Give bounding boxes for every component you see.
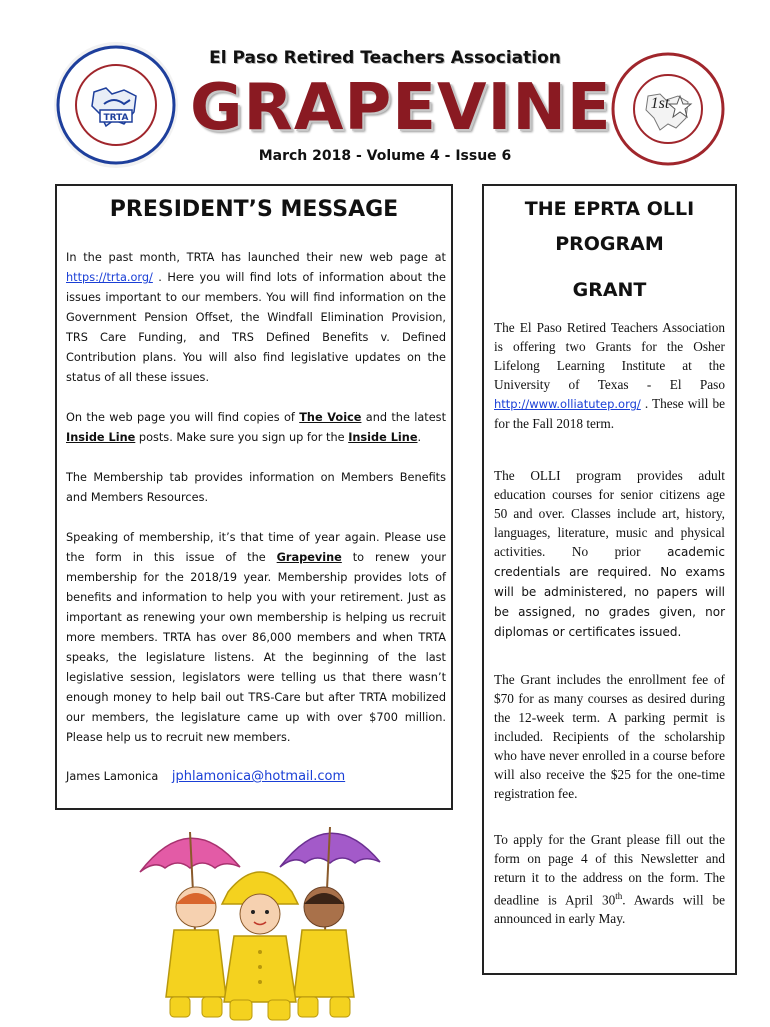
kids-with-umbrellas-illustration [130, 812, 390, 1022]
trta-link[interactable]: https://trta.org/ [66, 271, 153, 284]
the-voice-title: The Voice [299, 411, 362, 424]
trta-logo [54, 42, 178, 168]
inside-line-title-2: Inside Line [348, 431, 418, 444]
masthead-title: GRAPEVINE [190, 71, 612, 145]
signature-email-link[interactable]: jphlamonica@hotmail.com [171, 769, 346, 784]
svg-text:1st: 1st [650, 95, 670, 112]
svg-text:TRTA: TRTA [103, 113, 129, 123]
presidents-paragraph-3: The Membership tab provides information on Members Benefits and Members Resources. [66, 471, 446, 504]
trta-seal-icon [54, 42, 178, 168]
olli-paragraph-1: The El Paso Retired Teachers Association is offering two Grants for the Osher Lifelong Learning Institute at the University of Texas - El Paso http://www.olliatutep.org/ . These will be for the Fall 2018 term. [494, 320, 725, 431]
olli-paragraph-3: The Grant includes the enrollment fee of $70 for as many courses as desired during the 12-week term. A parking permit is included. Recipients of the scholarship who have never enrolled in a course before will also receive the $25 for the one-time registration fee. [494, 672, 725, 801]
association-name: El Paso Retired Teachers Association [209, 48, 561, 68]
presidents-paragraph-2: On the web page you will find copies of The Voice and the latest Inside Line posts. Make sure you sign up for the Inside Line. [66, 411, 447, 444]
presidents-paragraph-4: Speaking of membership, it’s that time of year again. Please use the form in this issue of the Grapevine to renew your membership for the 2018/19 year. Membership provides lots of benefits and information to help you with your retirement. Just as important as renewing your own membership is helping us recruit more members. TRTA has over 86,000 members and when TRTA speaks, the legislature listens. At the beginning of the last legislative session, legislators were telling us that there wasn’t enough money to help bail out TRS-Care but after TRTA mobilized our members, the legislature came up with over $700 million. Please help us to recruit new members. [66, 531, 447, 744]
grapevine-title: Grapevine [276, 551, 342, 564]
olli-paragraph-2: The OLLI program provides adult education courses for senior citizens age 50 and over. Classes include art, history, languages, literature, music and physical activities. No prior academic credentials are required. No exams will be administered, no papers will be assigned, no grades given, nor diplomas or certificates issued. [494, 468, 725, 639]
presidents-signature [66, 767, 446, 787]
presidents-message-title: PRESIDENT’S MESSAGE [109, 197, 399, 222]
eprta-logo [610, 50, 726, 168]
olli-title-line-2: PROGRAM [555, 233, 664, 255]
signature-name: James Lamonica [66, 770, 159, 783]
olli-link[interactable]: http://www.olliatutep.org/ [494, 397, 641, 411]
olli-paragraph-4: To apply for the Grant please fill out the form on page 4 of this Newsletter and return it to the address on the form. The deadline is April 30th. Awards will be announced in early May. [494, 832, 725, 927]
olli-title-line-1: THE EPRTA OLLI [524, 198, 695, 220]
issue-line: March 2018 - Volume 4 - Issue 6 [258, 148, 512, 164]
presidents-paragraph-1: In the past month, TRTA has launched their new web page at https://trta.org/ . Here you will find lots of information about the issues important to our members. You will find information on the Government Pension Offset, the Windfall Elimination Provision, TRS Care Funding, and TRS Defined Benefits v. Defined Contribution plans. You will also find legislative updates on the status of all these issues. [66, 251, 446, 384]
eprta-seal-icon [610, 50, 726, 168]
inside-line-title: Inside Line [66, 431, 136, 444]
kids-umbrellas-icon [130, 812, 390, 1022]
olli-title-line-3: GRANT [572, 279, 647, 301]
